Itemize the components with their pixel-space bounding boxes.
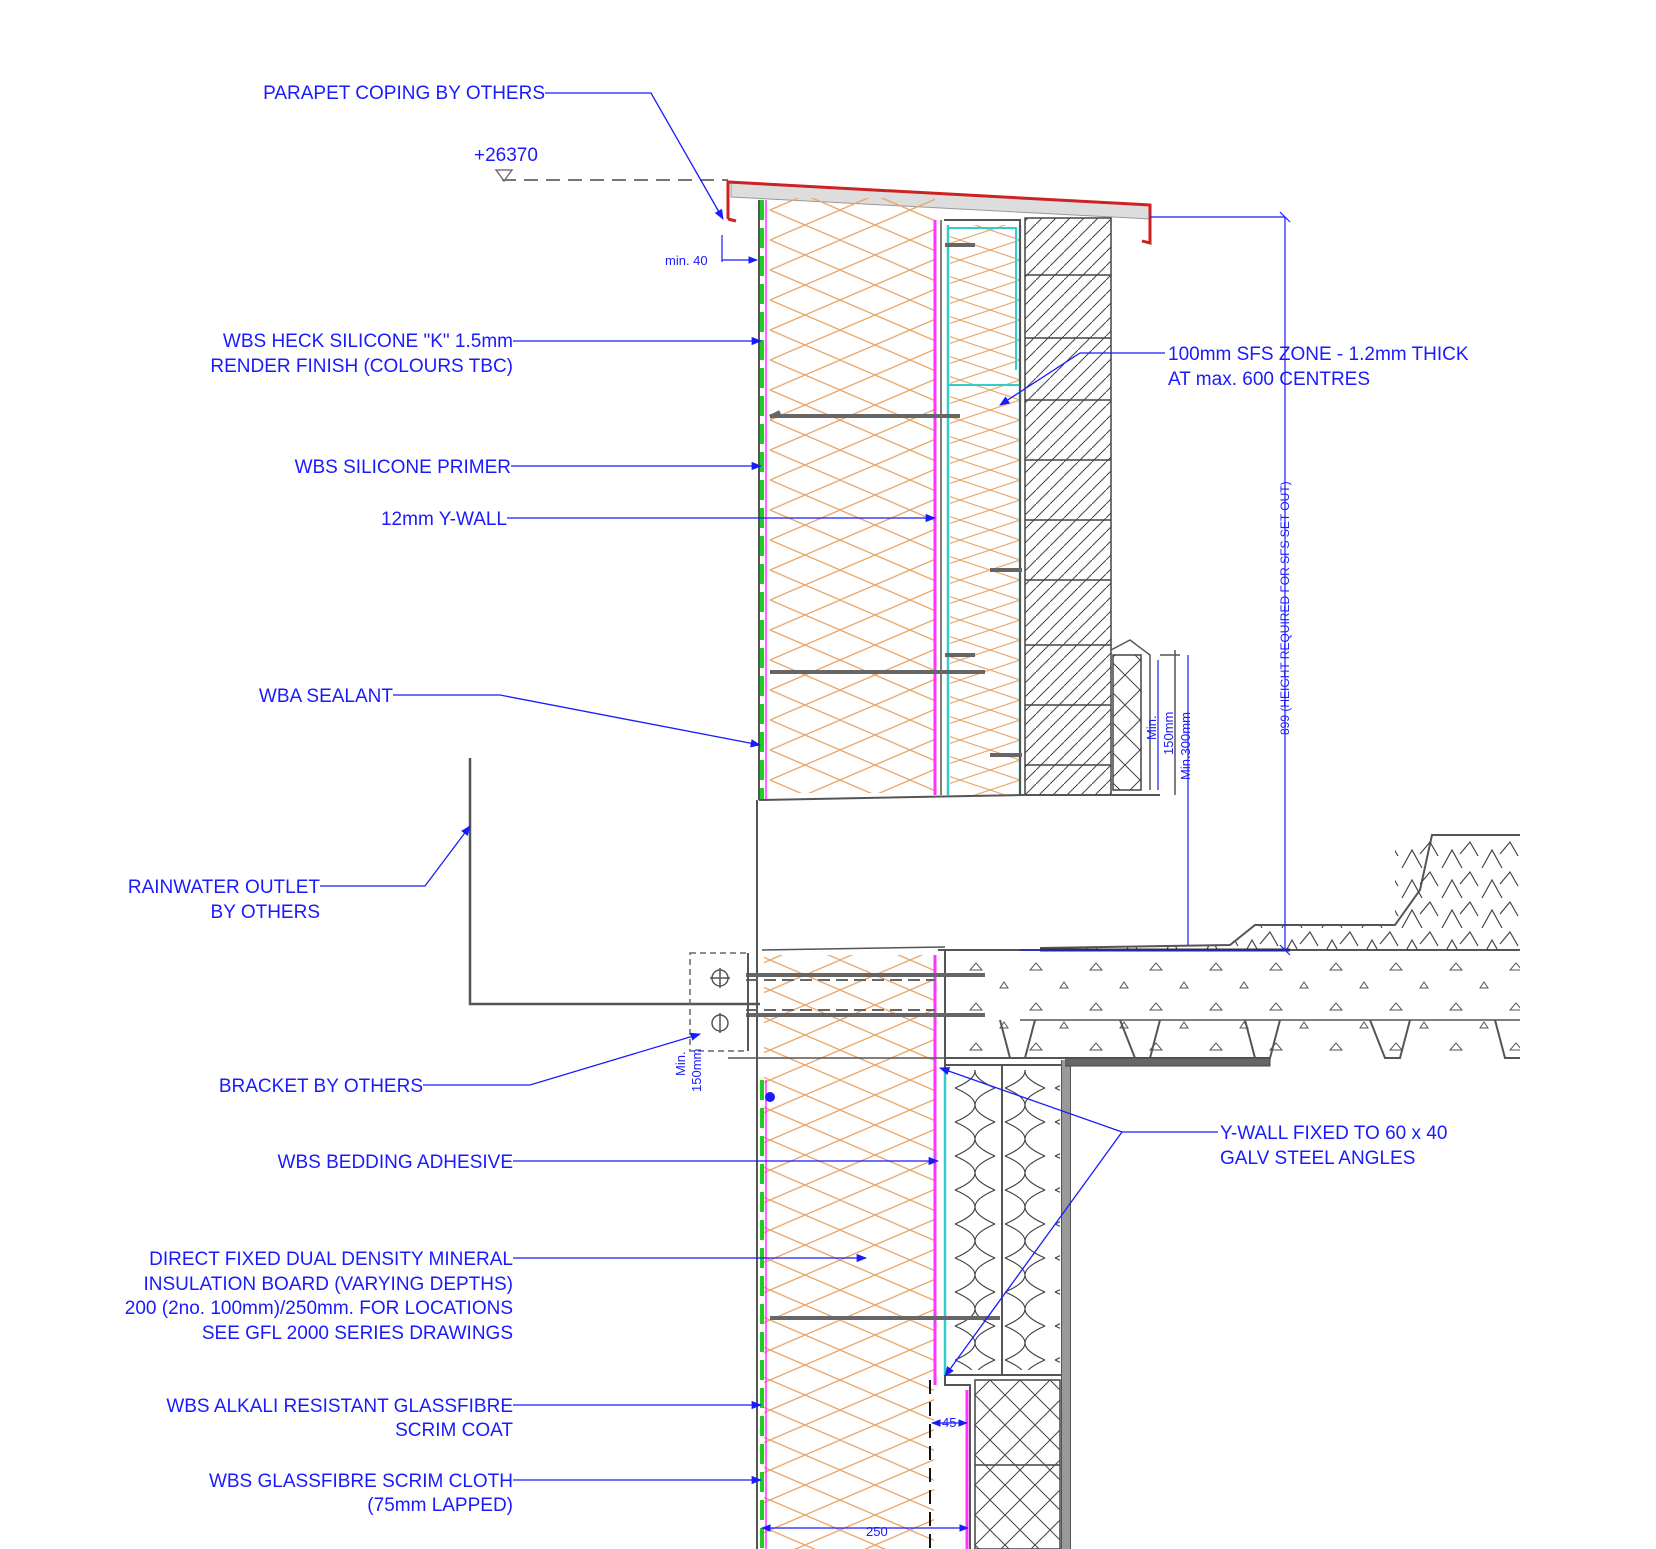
lower-sfs-insulation: [945, 1070, 1000, 1370]
label-scrim-coat-1: WBS ALKALI RESISTANT GLASSFIBRE: [166, 1396, 513, 1417]
sfs-insulation: [950, 225, 1020, 795]
label-mineral-1: DIRECT FIXED DUAL DENSITY MINERAL: [149, 1249, 513, 1270]
label-bracket: BRACKET BY OTHERS: [218, 1076, 423, 1097]
rainwater-outlet: [470, 758, 760, 1004]
upper-base: [759, 795, 1160, 800]
dim-min150-lower-2: 150mm: [689, 1048, 704, 1092]
upper-insulation: [770, 198, 935, 793]
dim-height-899: 899 (HEIGHT REQUIRED FOR SFS SET OUT): [1278, 481, 1292, 735]
level-value: +26370: [474, 145, 538, 166]
label-scrim-coat-2: SCRIM COAT: [395, 1420, 513, 1441]
label-mineral-4: SEE GFL 2000 SERIES DRAWINGS: [201, 1323, 513, 1344]
label-scrim-cloth-2: (75mm LAPPED): [367, 1495, 513, 1516]
label-render-1: WBS HECK SILICONE "K" 1.5mm: [222, 331, 513, 352]
label-sfs-zone-2: AT max. 600 CENTRES: [1168, 369, 1371, 390]
label-sealant: WBA SEALANT: [258, 686, 393, 707]
lower-insulation: [764, 955, 934, 1549]
label-primer: WBS SILICONE PRIMER: [294, 457, 511, 478]
steel-beam: [1065, 1058, 1270, 1066]
label-mineral-3: 200 (2no. 100mm)/250mm. FOR LOCATIONS: [124, 1298, 513, 1319]
label-parapet-coping: PARAPET COPING BY OTHERS: [263, 83, 545, 104]
label-rainwater-2: BY OTHERS: [210, 902, 320, 923]
label-angles-1: Y-WALL FIXED TO 60 x 40: [1220, 1123, 1448, 1144]
label-sfs-zone-1: 100mm SFS ZONE - 1.2mm THICK: [1168, 344, 1469, 365]
blockwork-upper: [1025, 218, 1111, 795]
bracket: [690, 953, 748, 1051]
dim-45: 45: [942, 1415, 957, 1430]
label-scrim-cloth-1: WBS GLASSFIBRE SCRIM CLOTH: [208, 1471, 513, 1492]
label-bedding-adhesive: WBS BEDDING ADHESIVE: [277, 1152, 513, 1173]
dim-min300: Min.300mm: [1178, 712, 1193, 780]
dim-min150-lower-1: Min.: [673, 1051, 688, 1076]
cavity-closer: [1113, 655, 1141, 790]
label-render-2: RENDER FINISH (COLOURS TBC): [210, 356, 513, 377]
label-angles-2: GALV STEEL ANGLES: [1220, 1148, 1416, 1169]
dim-250: 250: [866, 1524, 888, 1539]
dim-min40: min. 40: [665, 253, 708, 268]
roof-slab: [950, 953, 1520, 1058]
label-ywall-12mm: 12mm Y-WALL: [380, 509, 507, 530]
dim-min150-upper-1: Min.: [1144, 715, 1159, 740]
label-rainwater-1: RAINWATER OUTLET: [127, 877, 320, 898]
dim-min150-upper-2: 150mm: [1161, 711, 1176, 755]
label-mineral-2: INSULATION BOARD (VARYING DEPTHS): [143, 1274, 513, 1295]
